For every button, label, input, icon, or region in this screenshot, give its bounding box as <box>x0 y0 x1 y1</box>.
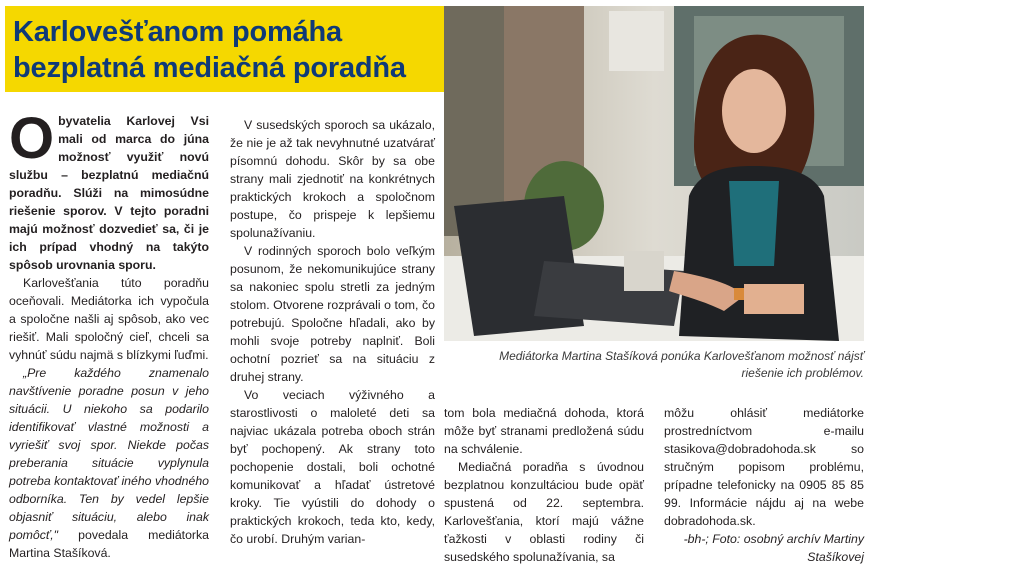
paragraph-4: Vo veciach výživného a starostlivosti o maloleté deti sa najviac ukázala potreba oboch strán byť pochopený. Ak strany toto pochopenie dostali, boli ochotné komunikovať a hľadať ústretové kroky. Tie vyústili do dohody o praktických krokoch, teda kto, kedy, čo urobí. Druhým varian- <box>230 388 435 546</box>
column-2 <box>230 116 435 548</box>
dropcap: O <box>9 106 55 171</box>
lead-text: byvatelia Karlovej Vsi mali od marca do júna možnosť využiť novú službu – bezplatnú mediačnú poradňu. Slúži na mimosúdne riešenie sporov. V tejto poradni majú možnosť dozvedieť sa, či je ich prípad vhodný na takýto spôsob urovnania sporu. <box>9 114 209 272</box>
paragraph-5-continued: môžu ohlásiť mediátorke prostredníctvom e-mailu stasikova@dobradohoda.sk so stručným popisom problému, prípadne telefonicky na 0905 85 85 99. Informácie nájdu aj na webe dobradohoda.sk. <box>664 406 864 528</box>
headline <box>13 14 483 86</box>
paragraph-1: Karlovešťania túto poradňu oceňovali. Mediátorka ich vypočula a spoločne našli aj spôsob, ako vec riešiť. Mali spoločný cieľ, chceli sa vyhnúť súdu najmä s blízkymi ľuďmi. <box>9 276 209 362</box>
headline-line-1: Karlovešťanom pomáha <box>13 16 342 48</box>
quote-text: „Pre každého znamenalo navštívenie poradne posun v jeho situácii. U niekoho sa podarilo identifikovať vlastné možnosti a vyriešiť svoj spor. Niekde počas preberania situácie vyplynula potreba kontaktovať iného vhodného odborníka. Ten by vedel lepšie objasniť situáciu, alebo inak pomôcť," <box>9 366 209 542</box>
column-4 <box>664 404 864 566</box>
author-credit: -bh-; Foto: osobný archív Martiny Stašíkovej <box>683 532 864 564</box>
quote-paragraph <box>9 364 209 562</box>
column-3 <box>444 404 644 566</box>
article-photo <box>444 6 864 341</box>
column-1 <box>9 106 209 562</box>
lead-paragraph <box>9 106 209 274</box>
photo-illustration <box>444 6 864 341</box>
paragraph-4-continued: tom bola mediačná dohoda, ktorá môže byť stranami predložená súdu na schválenie. <box>444 406 644 456</box>
paragraph-2: V susedských sporoch sa ukázalo, že nie je až tak nevyhnutné uzatvárať písomnú dohodu. Skôr by sa obe strany mali zjednotiť na konkrétnych praktických krokoch a spoločnom postupe, čo prispeje k lepšiemu spolunažívaniu. <box>230 118 435 240</box>
headline-line-2: bezplatná mediačná poradňa <box>13 52 406 84</box>
photo-caption: Mediátorka Martina Stašíková ponúka Karlovešťanom možnosť nájsť riešenie ich problémov. <box>499 349 864 380</box>
paragraph-3: V rodinných sporoch bolo veľkým posunom, že nekomunikujúce strany sa nakoniec spolu stretli za jedným stolom. Otvorene rozprávali o tom, čo potrebujú. Spoločne hľadali, ako by mohli svoje potreby naplniť. Boli ochotní pozrieť sa na situáciu z druhej strany. <box>230 244 435 384</box>
paragraph-5: Mediačná poradňa s úvodnou bezplatnou konzultáciou bude opäť spustená od 22. septembra. Karlovešťania, ktorí majú vážne ťažkosti v oblasti rodiny či susedského spolunažívania, sa <box>444 460 644 564</box>
quote-attribution: povedala mediátorka Martina Stašíková. <box>9 528 209 560</box>
